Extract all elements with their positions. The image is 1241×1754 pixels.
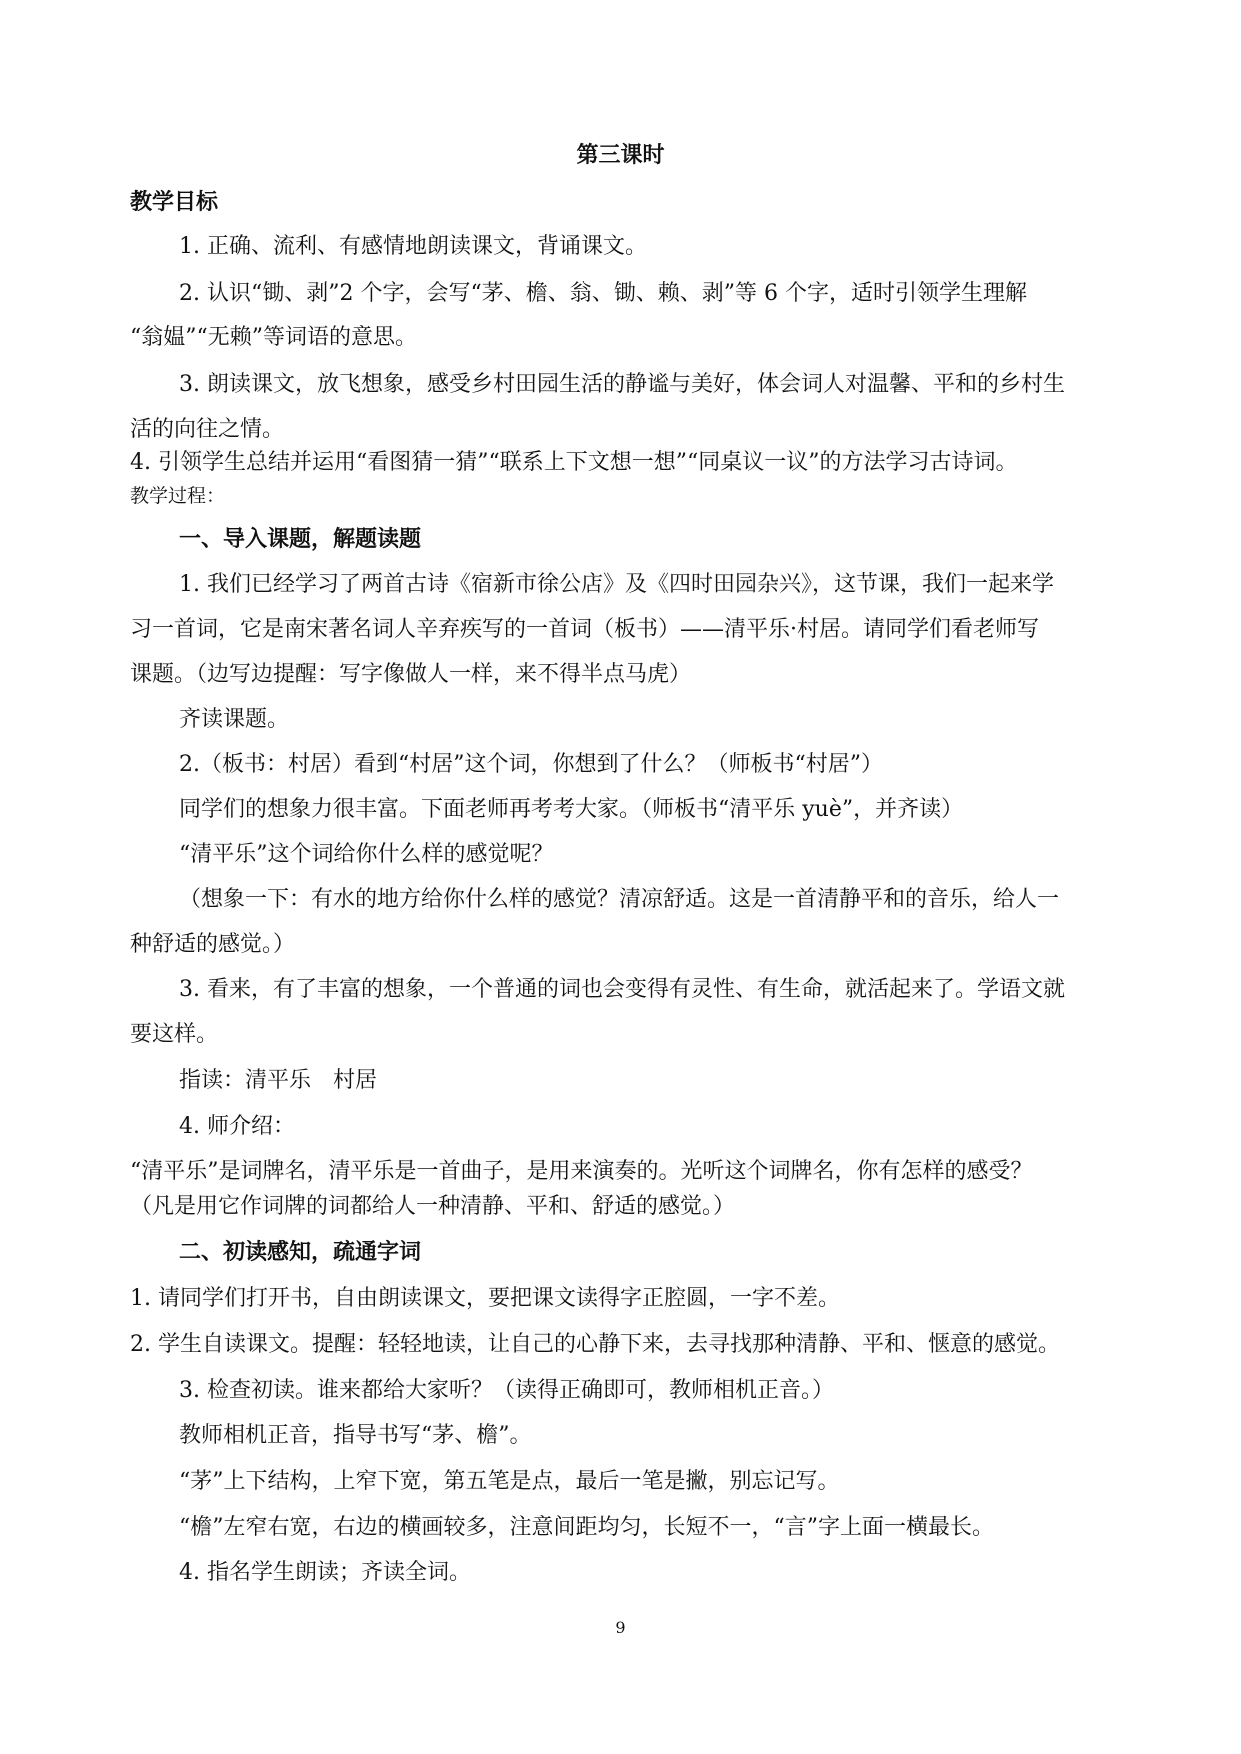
process-label: 教学过程：	[130, 485, 226, 507]
section-2-p2: 2. 学生自读课文。提醒：轻轻地读，让自己的心静下来，去寻找那种清静、平和、惬意的感觉。	[130, 1332, 1060, 1357]
section-1-p2-c: “清平乐”这个词给你什么样的感觉呢？	[179, 842, 554, 867]
objective-1: 1. 正确、流利、有感情地朗读课文，背诵课文。	[179, 234, 647, 259]
objective-4: 4. 引领学生总结并运用“看图猜一猜”“联系上下文想一想”“同桌议一议”的方法学习古诗词。	[130, 450, 1018, 475]
section-2-p3-d: “檐”左窄右宽，右边的横画较多，注意间距均匀，长短不一，“言”字上面一横最长。	[179, 1515, 994, 1540]
objective-3-line-1: 3. 朗读课文，放飞想象，感受乡村田园生活的静谧与美好，体会词人对温馨、平和的乡村生	[179, 372, 1065, 397]
section-1-p1-line-3: 课题。（边写边提醒：写字像做人一样，来不得半点马虎）	[130, 662, 692, 687]
section-2-p3-c: “茅”上下结构，上窄下宽，第五笔是点，最后一笔是撇，别忘记写。	[179, 1469, 840, 1494]
section-1-p4-b: “清平乐”是词牌名，清平乐是一首曲子，是用来演奏的。光听这个词牌名，你有怎样的感受？	[130, 1159, 1033, 1184]
page-number: 9	[615, 1618, 626, 1637]
section-1-p4-c: （凡是用它作词牌的词都给人一种清静、平和、舒适的感觉。）	[130, 1194, 736, 1219]
section-1-p1-line-1: 1. 我们已经学习了两首古诗《宿新市徐公店》及《四时田园杂兴》，这节课，我们一起来学	[179, 572, 1054, 597]
section-2-p1: 1. 请同学们打开书，自由朗读课文，要把课文读得字正腔圆，一字不差。	[130, 1286, 840, 1311]
section-1-read-title: 齐读课题。	[179, 707, 290, 732]
objectives-heading: 教学目标	[130, 190, 219, 215]
section-1-p2-b: 同学们的想象力很丰富。下面老师再考考大家。（师板书“清平乐 yuè”，并齐读）	[179, 797, 964, 822]
section-1-p1-line-2: 习一首词，它是南宋著名词人辛弃疾写的一首词（板书）——清平乐·村居。请同学们看老师写	[130, 617, 1039, 642]
objective-2-line-2: “翁媪”“无赖”等词语的意思。	[130, 325, 417, 350]
section-2-p3-b: 教师相机正音，指导书写“茅、檐”。	[179, 1423, 532, 1448]
section-1-p3-read: 指读：清平乐 村居	[179, 1068, 378, 1093]
section-1-p3-line-2: 要这样。	[130, 1022, 219, 1047]
objective-3-line-2: 活的向往之情。	[130, 417, 285, 442]
page-title: 第三课时	[576, 143, 665, 168]
section-1-heading: 一、导入课题，解题读题	[179, 527, 422, 552]
section-2-p4: 4. 指名学生朗读；齐读全词。	[179, 1560, 471, 1585]
objective-2-line-1: 2. 认识“锄、剥”2 个字，会写“茅、檐、翁、锄、赖、剥”等 6 个字，适时引领学生理解	[179, 281, 1027, 306]
section-2-heading: 二、初读感知，疏通字词	[179, 1240, 422, 1265]
section-1-p2: 2.（板书：村居）看到“村居”这个词，你想到了什么？（师板书“村居”）	[179, 752, 883, 777]
section-1-p2-d-line-1: （想象一下：有水的地方给你什么样的感觉？清凉舒适。这是一首清静平和的音乐，给人一	[179, 887, 1060, 912]
section-1-p4: 4. 师介绍：	[179, 1114, 295, 1139]
section-2-p3: 3. 检查初读。谁来都给大家听？（读得正确即可，教师相机正音。）	[179, 1378, 834, 1403]
section-1-p3-line-1: 3. 看来，有了丰富的想象，一个普通的词也会变得有灵性、有生命，就活起来了。学语文就	[179, 977, 1065, 1002]
section-1-p2-d-line-2: 种舒适的感觉。）	[130, 932, 296, 957]
